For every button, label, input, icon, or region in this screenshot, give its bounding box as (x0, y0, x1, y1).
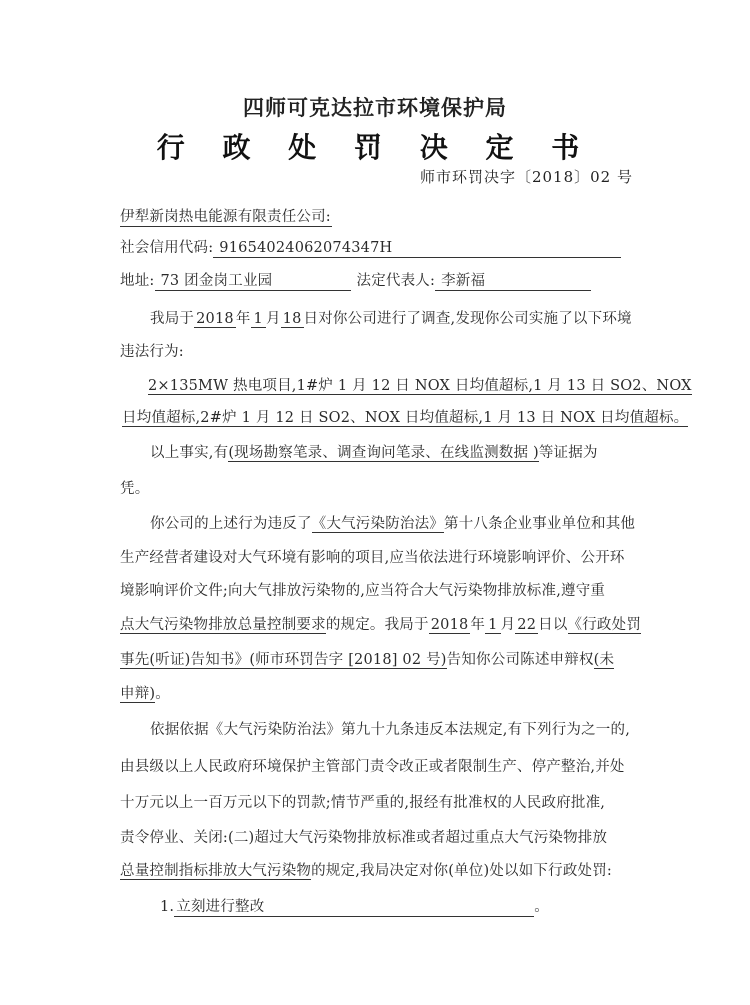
document-title: 行 政 处 罚 决 定 书 (156, 131, 594, 164)
legal-basis-line2: 由县级以上人民政府环境保护主管部门责令改正或者限制生产、停产整治,并处 (120, 759, 625, 775)
legal-basis-line4: 责令停业、关闭:(二)超过大气污染物排放标准或者超过重点大气污染物排放 (120, 830, 608, 846)
penalty-item-text: 立刻进行整改 (174, 898, 534, 917)
address-row (120, 272, 591, 291)
violation-line1: 2×135MW 热电项目,1#炉 1 月 12 日 NOX 日均值超标,1 月 13 日 SO2、NOX (148, 378, 692, 394)
credit-code-value: 91654024062074347H (213, 239, 621, 258)
investigation-paragraph: 我局于 2018 年 1 月 18 日对你公司进行了调查,发现你公司实施了以下环境 (150, 311, 632, 327)
recipient-company (120, 208, 332, 227)
evidence-items: (现场勘察笔录、调查询问笔录、在线监测数据 ) (228, 445, 539, 461)
company-name: 伊犁新岗热电能源有限责任公司: (120, 209, 331, 225)
violation-law-line3: 境影响评价文件;向大气排放污染物的,应当符合大气污染物排放标准,遵守重 (120, 583, 606, 599)
evidence-line2: 凭。 (120, 481, 150, 497)
violation-law-line4: 点大气污染物排放总量控制要求的规定。我局于 2018 年 1 月 22 日以《行政处罚 (120, 617, 642, 633)
address-label: 地址: (120, 273, 155, 289)
investigation-month: 1 (251, 311, 266, 328)
violation-line2: 日均值超标,2#炉 1 月 12 日 SO2、NOX 日均值超标,1 月 13 日 NOX 日均值超标。 (122, 410, 689, 426)
document-number: 师市环罚决字〔2018〕02 号 (419, 168, 633, 186)
legal-basis-line1: 依据依据《大气污染防治法》第九十九条违反本法规定,有下列行为之一的, (150, 722, 631, 738)
penalty-item-1: 1. 立刻进行整改 。 (160, 899, 549, 915)
legal-rep-value: 李新福 (435, 272, 591, 291)
investigation-year: 2018 (196, 311, 234, 327)
evidence-paragraph: 以上事实,有(现场勘察笔录、调查询问笔录、在线监测数据 )等证据为 (150, 445, 598, 461)
legal-basis-line5: 总量控制指标排放大气污染物的规定,我局决定对你(单位)处以如下行政处罚: (120, 863, 613, 879)
address-value: 73 团金岗工业园 (155, 272, 351, 291)
violation-law-line2: 生产经营者建设对大气环境有影响的项目,应当依法进行环境影响评价、公开环 (120, 550, 625, 566)
credit-code-label: 社会信用代码: (120, 240, 214, 256)
issuing-authority: 四师可克达拉市环境保护局 (243, 95, 507, 120)
violation-law-line5: 事先(听证)告知书》(师市环罚告字 [2018] 02 号)告知你公司陈述申辩权(未 (120, 652, 615, 668)
law-name: 《大气污染防治法》 (311, 516, 445, 532)
violation-law-line1: 你公司的上述行为违反了《大气污染防治法》第十八条企业事业单位和其他 (150, 516, 636, 532)
legal-basis-line3: 十万元以上一百万元以下的罚款;情节严重的,报经有批准权的人民政府批准, (120, 795, 606, 811)
violation-law-line6: 申辩)。 (120, 686, 170, 702)
credit-code-row (120, 239, 621, 258)
investigation-paragraph-line2: 违法行为: (120, 344, 184, 360)
investigation-day: 18 (282, 311, 302, 327)
notice-reference: (师市环罚告字 [2018] 02 号) (249, 652, 447, 668)
legal-rep-label: 法定代表人: (356, 273, 436, 289)
